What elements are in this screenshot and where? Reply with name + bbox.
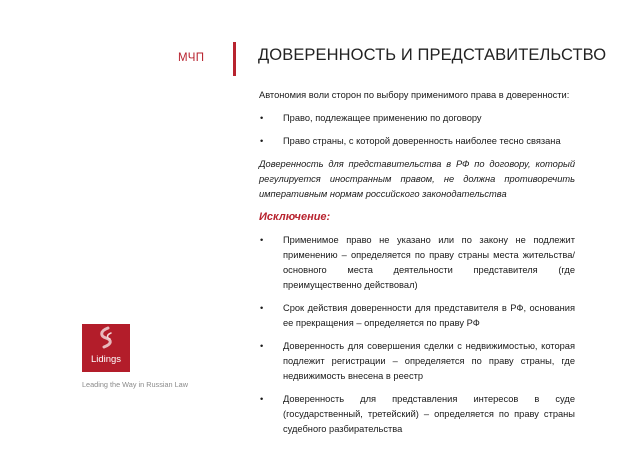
note-paragraph: Доверенность для представительства в РФ по договору, который регулируется иностранным правом, не должна противоречить императивным нормам российского законодательства [259,159,575,199]
bullet-text: Доверенность для совершения сделки с недвижимостью, которая подлежит регистрации – определяется по праву страны, где недвижимость внесена в реестр [283,341,575,381]
bullet-mark: • [260,113,264,123]
intro-bullet [259,111,575,126]
intro-bullet [259,134,575,149]
intro-paragraph: Автономия воли сторон по выбору применимого права в доверенности: [259,90,570,100]
bullet-text: Применимое право не указано или по закону не подлежит применению – определяется по праву страны места жительства/основного места деятельности представителя (где преимущественно действовал) [283,235,575,290]
section-label: МЧП [178,52,205,64]
slide-content [259,88,575,445]
bullet-mark: • [260,303,264,313]
exception-bullet [259,233,575,293]
bullet-mark: • [260,235,264,245]
bullet-text: Право, подлежащее применению по договору [283,113,482,123]
tagline: Leading the Way in Russian Law [82,380,189,389]
exception-heading: Исключение: [259,211,331,223]
bullet-text: Срок действия доверенности для представителя в РФ, основания ее прекращения – определяется по праву РФ [283,303,575,328]
exception-bullet [259,392,575,437]
bullet-mark: • [260,136,264,146]
bullet-mark: • [260,341,264,351]
exception-bullet [259,301,575,331]
slide-title: ДОВЕРЕННОСТЬ И ПРЕДСТАВИТЕЛЬСТВО [258,46,607,64]
logo-text: Lidings [90,354,122,365]
exception-bullet [259,339,575,384]
header-divider [233,42,236,76]
bullet-mark: • [260,394,264,404]
bullet-text: Право страны, с которой доверенность наиболее тесно связана [283,136,561,146]
bullet-text: Доверенность для представления интересов в суде (государственный, третейский) – определяется по праву страны судебного разбирательства [283,394,575,434]
lidings-logo [82,324,130,372]
